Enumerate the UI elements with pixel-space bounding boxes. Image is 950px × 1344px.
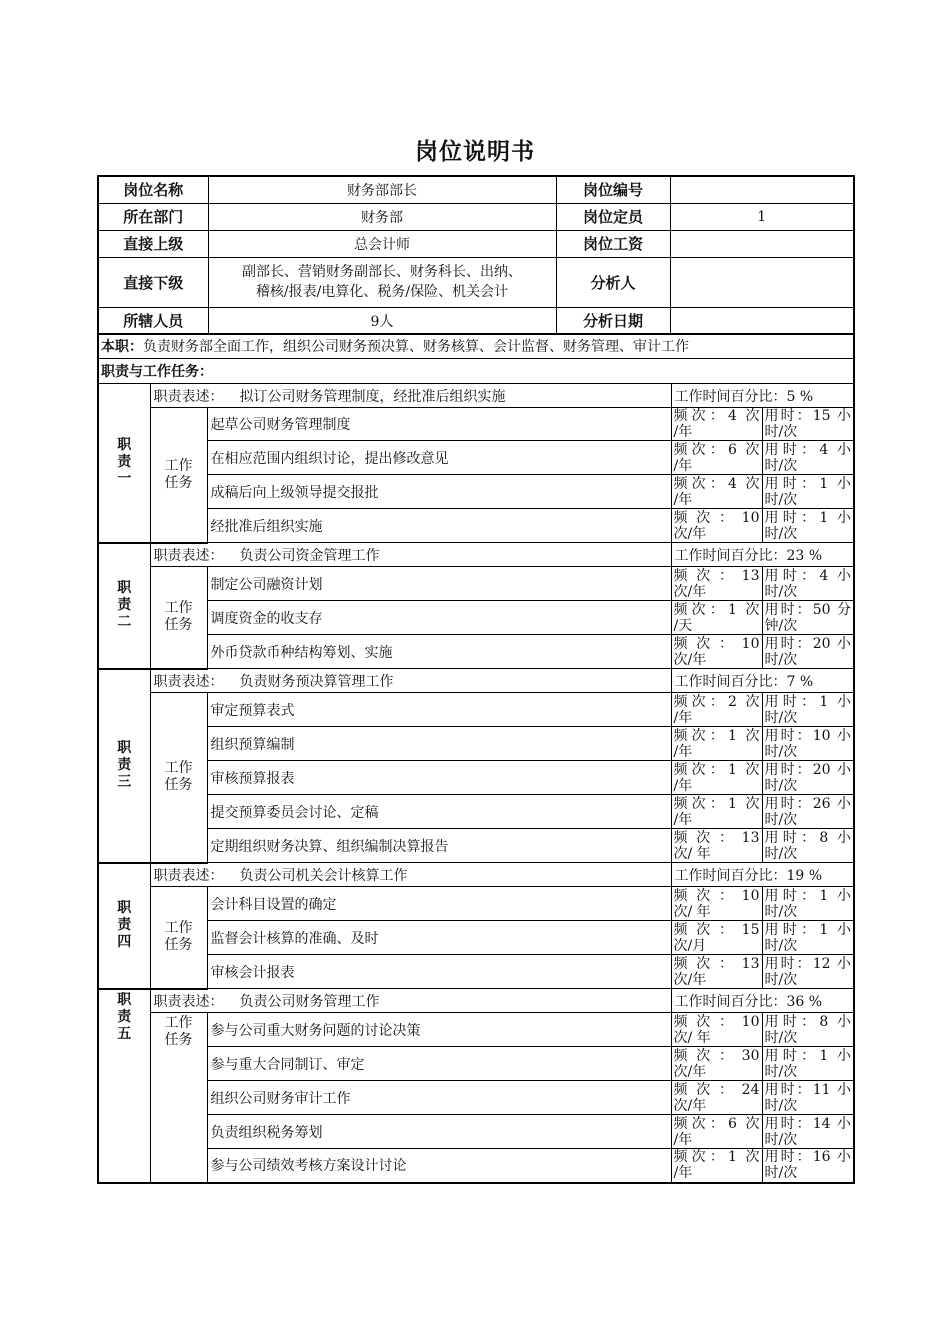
task-frequency-line2: /年 bbox=[673, 743, 693, 760]
duty-label-char: 责 bbox=[117, 757, 132, 773]
task-frequency bbox=[671, 1149, 762, 1183]
task-frequency-line2: 次/ 年 bbox=[673, 1029, 711, 1046]
task-duration-line2: 时/次 bbox=[764, 1097, 798, 1114]
task-text: 审定预算表式 bbox=[207, 693, 671, 727]
task-text: 负责组织税务筹划 bbox=[207, 1115, 671, 1149]
task-frequency bbox=[671, 635, 762, 669]
task-frequency bbox=[671, 1115, 762, 1149]
header-label: 分析日期 bbox=[556, 307, 670, 334]
duty-desc-text: 负责财务预决算管理工作 bbox=[239, 673, 394, 690]
duty-label-char: 责 bbox=[117, 597, 132, 613]
task-frequency-line2: /天 bbox=[673, 617, 693, 634]
task-row bbox=[98, 761, 854, 795]
duty-desc-row bbox=[98, 863, 854, 887]
task-frequency-line2: 次/月 bbox=[673, 937, 707, 954]
task-duration-line1: 用时：11 小 bbox=[764, 1081, 852, 1098]
header-label: 岗位定员 bbox=[556, 203, 670, 230]
task-row bbox=[98, 1115, 854, 1149]
work-task-line: 工作任务 bbox=[164, 457, 193, 491]
work-task-label bbox=[150, 1013, 207, 1183]
task-text: 审核预算报表 bbox=[207, 761, 671, 795]
task-frequency-line1: 频次：6 次 bbox=[673, 1115, 760, 1132]
duty-label-char: 责 bbox=[117, 1008, 132, 1025]
task-duration-line1: 用时：15 小 bbox=[764, 408, 852, 424]
work-task-line: 工作任务 bbox=[164, 1015, 193, 1048]
task-text: 经批准后组织实施 bbox=[207, 509, 671, 543]
task-duration bbox=[762, 921, 854, 955]
task-duration bbox=[762, 635, 854, 669]
task-text: 组织预算编制 bbox=[207, 727, 671, 761]
task-frequency bbox=[671, 1013, 762, 1047]
task-frequency bbox=[671, 408, 762, 441]
task-row bbox=[98, 408, 854, 441]
task-row bbox=[98, 727, 854, 761]
task-frequency bbox=[671, 475, 762, 509]
task-duration-line1: 用时：4 小 bbox=[764, 567, 852, 584]
duty-label-char: 五 bbox=[117, 1025, 132, 1042]
task-row bbox=[98, 635, 854, 669]
task-duration-line2: 时/次 bbox=[764, 1165, 798, 1182]
task-frequency bbox=[671, 887, 762, 921]
work-task-label bbox=[150, 693, 207, 863]
task-frequency-line2: /年 bbox=[673, 777, 693, 794]
task-frequency bbox=[671, 1047, 762, 1081]
work-task-label bbox=[150, 887, 207, 989]
task-duration-line2: 时/次 bbox=[764, 777, 798, 794]
work-task-label bbox=[150, 408, 207, 543]
task-row bbox=[98, 1081, 854, 1115]
header-label: 直接下级 bbox=[98, 257, 208, 307]
benzhi-cell bbox=[98, 334, 854, 359]
duty-label-char: 四 bbox=[117, 934, 132, 950]
task-duration-line2: 时/次 bbox=[764, 971, 798, 988]
header-label: 岗位名称 bbox=[98, 176, 208, 203]
task-duration-line1: 用时：4 小 bbox=[764, 441, 852, 458]
task-duration-line1: 用时：1 小 bbox=[764, 509, 852, 526]
task-duration-line1: 用时：1 小 bbox=[764, 887, 852, 904]
task-row bbox=[98, 921, 854, 955]
task-frequency-line1: 频 次 ： 10 bbox=[673, 887, 760, 904]
duty-desc-label: 职责表述： bbox=[153, 673, 224, 690]
task-duration-line1: 用时：1 小 bbox=[764, 693, 852, 710]
task-frequency bbox=[671, 727, 762, 761]
task-duration-line1: 用时：8 小 bbox=[764, 1013, 852, 1030]
task-duration-line2: 时/次 bbox=[764, 1063, 798, 1080]
duty-desc bbox=[150, 669, 671, 693]
task-duration bbox=[762, 727, 854, 761]
task-frequency-line2: 次/年 bbox=[673, 1063, 707, 1080]
task-duration bbox=[762, 475, 854, 509]
task-duration-line2: 时/次 bbox=[764, 811, 798, 828]
task-frequency-line1: 频 次 ： 13 bbox=[673, 829, 760, 846]
task-duration-line2: 时/次 bbox=[764, 1029, 798, 1046]
task-duration-line2: 时/次 bbox=[764, 743, 798, 760]
task-duration-line1: 用时：20 小 bbox=[764, 635, 852, 652]
task-frequency-line1: 频次：1 次 bbox=[673, 601, 760, 618]
task-frequency bbox=[671, 921, 762, 955]
task-text: 定期组织财务决算、组织编制决算报告 bbox=[207, 829, 671, 863]
task-frequency-line2: /年 bbox=[673, 1131, 693, 1148]
header-value bbox=[208, 257, 556, 307]
task-duration-line1: 用时：14 小 bbox=[764, 1115, 852, 1132]
task-frequency-line2: 次/ 年 bbox=[673, 845, 711, 862]
task-frequency-line2: 次/年 bbox=[673, 1097, 707, 1114]
task-frequency bbox=[671, 441, 762, 475]
duty-label-char: 二 bbox=[117, 614, 132, 630]
duty-label bbox=[98, 863, 150, 989]
header-label: 所辖人员 bbox=[98, 307, 208, 334]
task-text: 调度资金的收支存 bbox=[207, 601, 671, 635]
duty-percent: 工作时间百分比：7 % bbox=[671, 669, 854, 693]
task-text: 组织公司财务审计工作 bbox=[207, 1081, 671, 1115]
task-duration bbox=[762, 887, 854, 921]
task-duration-line2: 时/次 bbox=[764, 1131, 798, 1148]
task-duration bbox=[762, 829, 854, 863]
task-frequency-line2: /年 bbox=[673, 1165, 693, 1182]
task-text: 参与公司重大财务问题的讨论决策 bbox=[207, 1013, 671, 1047]
task-duration-line2: 时/次 bbox=[764, 709, 798, 726]
duty-desc-label: 职责表述： bbox=[153, 547, 224, 564]
task-frequency bbox=[671, 567, 762, 601]
task-duration-line1: 用时：1 小 bbox=[764, 475, 852, 492]
header-value-line: 稽核/报表/电算化、税务/保险、机关会计 bbox=[255, 284, 509, 300]
header-row bbox=[98, 203, 854, 230]
duty-label-char: 责 bbox=[117, 454, 132, 471]
task-duration-line1: 用时：12 小 bbox=[764, 955, 852, 972]
task-text: 外币贷款币种结构筹划、实施 bbox=[207, 635, 671, 669]
header-value bbox=[670, 257, 854, 307]
duty-desc-row bbox=[98, 543, 854, 567]
task-duration bbox=[762, 601, 854, 635]
task-duration-line2: 时/次 bbox=[764, 525, 798, 542]
task-frequency bbox=[671, 693, 762, 727]
task-duration bbox=[762, 1081, 854, 1115]
header-value: 财务部 bbox=[208, 203, 556, 230]
task-text: 成稿后向上级领导提交报批 bbox=[207, 475, 671, 509]
task-text: 制定公司融资计划 bbox=[207, 567, 671, 601]
header-value: 1 bbox=[670, 203, 854, 230]
duty-label-char: 职 bbox=[117, 580, 132, 596]
header-label: 岗位工资 bbox=[556, 230, 670, 257]
task-frequency-line2: /年 bbox=[673, 709, 693, 726]
header-row bbox=[98, 176, 854, 203]
task-duration-line2: 时/次 bbox=[764, 845, 798, 862]
duty-label bbox=[98, 989, 150, 1183]
task-duration bbox=[762, 1149, 854, 1183]
task-frequency bbox=[671, 955, 762, 989]
task-frequency-line1: 频 次 ： 10 bbox=[673, 635, 760, 652]
task-frequency-line1: 频次：4 次 bbox=[673, 475, 760, 492]
task-row bbox=[98, 1013, 854, 1047]
task-frequency-line2: /年 bbox=[673, 811, 693, 828]
task-text: 审核会计报表 bbox=[207, 955, 671, 989]
duty-label-char: 职 bbox=[117, 437, 132, 454]
duty-label bbox=[98, 543, 150, 669]
duty-label-char: 三 bbox=[117, 774, 132, 790]
task-duration-line2: 时/次 bbox=[764, 457, 798, 474]
task-frequency bbox=[671, 509, 762, 543]
task-frequency-line1: 频次：1 次 bbox=[673, 795, 760, 812]
task-text: 参与重大合同制订、审定 bbox=[207, 1047, 671, 1081]
task-frequency-line2: 次/年 bbox=[673, 971, 707, 988]
duty-label-char: 责 bbox=[117, 917, 132, 933]
header-label: 岗位编号 bbox=[556, 176, 670, 203]
task-duration-line2: 钟/次 bbox=[764, 617, 798, 634]
duty-desc-row bbox=[98, 989, 854, 1013]
header-row bbox=[98, 307, 854, 334]
duty-desc-label: 职责表述： bbox=[153, 867, 224, 884]
task-frequency-line1: 频次：6 次 bbox=[673, 441, 760, 458]
task-duration-line2: 时/次 bbox=[764, 651, 798, 668]
task-duration bbox=[762, 1047, 854, 1081]
duty-label-char: 一 bbox=[117, 471, 132, 488]
task-frequency-line1: 频次：1 次 bbox=[673, 727, 760, 744]
task-row bbox=[98, 829, 854, 863]
header-row bbox=[98, 257, 854, 307]
task-duration bbox=[762, 795, 854, 829]
duties-heading: 职责与工作任务： bbox=[98, 359, 854, 384]
task-duration-line2: 时/次 bbox=[764, 491, 798, 508]
task-duration-line2: 时/次 bbox=[764, 937, 798, 954]
task-frequency-line1: 频次：2 次 bbox=[673, 693, 760, 710]
duty-desc-label: 职责表述： bbox=[153, 388, 224, 405]
task-frequency-line1: 频 次 ： 10 bbox=[673, 1013, 760, 1030]
header-value: 总会计师 bbox=[208, 230, 556, 257]
task-frequency-line1: 频 次 ： 13 bbox=[673, 567, 760, 584]
task-duration-line1: 用时：8 小 bbox=[764, 829, 852, 846]
duty-percent: 工作时间百分比：23 % bbox=[671, 543, 854, 567]
page-title: 岗位说明书 bbox=[415, 139, 535, 165]
duties-heading-row bbox=[98, 359, 854, 384]
task-row bbox=[98, 887, 854, 921]
task-duration bbox=[762, 408, 854, 441]
benzhi-label: 本职： bbox=[101, 339, 143, 355]
task-duration-line2: 时/次 bbox=[764, 903, 798, 920]
duty-label-char: 职 bbox=[117, 991, 132, 1008]
duty-desc-text: 拟订公司财务管理制度，经批准后组织实施 bbox=[239, 388, 506, 405]
header-table bbox=[97, 175, 855, 335]
header-value-line: 副部长、营销财务副部长、财务科长、出纳、 bbox=[242, 264, 522, 280]
duties-table bbox=[97, 333, 855, 1184]
task-frequency-line1: 频 次 ： 10 bbox=[673, 509, 760, 526]
task-frequency-line2: 次/ 年 bbox=[673, 903, 711, 920]
task-frequency-line1: 频 次 ： 13 bbox=[673, 955, 760, 972]
header-value: 9人 bbox=[208, 307, 556, 334]
header-label: 直接上级 bbox=[98, 230, 208, 257]
task-row bbox=[98, 795, 854, 829]
task-duration bbox=[762, 761, 854, 795]
duty-label-char: 职 bbox=[117, 900, 132, 916]
task-frequency bbox=[671, 761, 762, 795]
duty-percent: 工作时间百分比：19 % bbox=[671, 863, 854, 887]
task-row bbox=[98, 1149, 854, 1183]
header-value bbox=[670, 307, 854, 334]
task-row bbox=[98, 441, 854, 475]
task-frequency-line1: 频 次 ： 24 bbox=[673, 1081, 760, 1098]
work-task-line: 工作任务 bbox=[164, 760, 193, 794]
work-task-line: 工作任务 bbox=[164, 920, 193, 954]
duty-label-char: 职 bbox=[117, 740, 132, 756]
duty-desc-label: 职责表述： bbox=[153, 993, 224, 1010]
task-duration bbox=[762, 1013, 854, 1047]
duty-label bbox=[98, 669, 150, 863]
task-frequency-line1: 频次：4 次 bbox=[673, 408, 760, 424]
benzhi-text: 负责财务部全面工作，组织公司财务预决算、财务核算、会计监督、财务管理、审计工作 bbox=[143, 339, 689, 355]
task-text: 提交预算委员会讨论、定稿 bbox=[207, 795, 671, 829]
task-frequency-line1: 频次：1 次 bbox=[673, 761, 760, 778]
task-frequency-line2: 次/年 bbox=[673, 651, 707, 668]
task-duration-line1: 用时：1 小 bbox=[764, 1047, 852, 1064]
duty-label bbox=[98, 384, 150, 543]
task-duration-line2: 时/次 bbox=[764, 424, 798, 440]
duty-desc-text: 负责公司机关会计核算工作 bbox=[239, 867, 408, 884]
task-frequency-line2: /年 bbox=[673, 457, 693, 474]
task-frequency bbox=[671, 795, 762, 829]
task-duration bbox=[762, 441, 854, 475]
task-frequency-line2: /年 bbox=[673, 491, 693, 508]
task-duration bbox=[762, 693, 854, 727]
header-value: 财务部部长 bbox=[208, 176, 556, 203]
duty-percent: 工作时间百分比：36 % bbox=[671, 989, 854, 1013]
task-duration-line1: 用时：50 分 bbox=[764, 601, 852, 618]
task-text: 监督会计核算的准确、及时 bbox=[207, 921, 671, 955]
task-row bbox=[98, 509, 854, 543]
task-frequency-line1: 频次：1 次 bbox=[673, 1149, 760, 1166]
task-frequency-line2: 次/年 bbox=[673, 525, 707, 542]
header-label: 分析人 bbox=[556, 257, 670, 307]
duty-desc-text: 负责公司资金管理工作 bbox=[239, 547, 380, 564]
task-row bbox=[98, 955, 854, 989]
task-duration-line1: 用时：10 小 bbox=[764, 727, 852, 744]
task-duration-line1: 用时：1 小 bbox=[764, 921, 852, 938]
header-value bbox=[670, 176, 854, 203]
duty-desc bbox=[150, 863, 671, 887]
task-text: 参与公司绩效考核方案设计讨论 bbox=[207, 1149, 671, 1183]
duty-desc-text: 负责公司财务管理工作 bbox=[239, 993, 380, 1010]
task-duration bbox=[762, 1115, 854, 1149]
work-task-line: 工作任务 bbox=[164, 600, 193, 634]
task-row bbox=[98, 601, 854, 635]
task-frequency-line2: 次/年 bbox=[673, 583, 707, 600]
task-frequency-line1: 频 次 ： 15 bbox=[673, 921, 760, 938]
task-duration bbox=[762, 509, 854, 543]
task-frequency-line2: /年 bbox=[673, 424, 693, 440]
duty-desc-row bbox=[98, 384, 854, 408]
task-frequency-line1: 频 次 ： 30 bbox=[673, 1047, 760, 1064]
duty-desc bbox=[150, 543, 671, 567]
task-text: 会计科目设置的确定 bbox=[207, 887, 671, 921]
task-row bbox=[98, 475, 854, 509]
task-duration-line1: 用时：26 小 bbox=[764, 795, 852, 812]
benzhi-row bbox=[98, 334, 854, 359]
header-row bbox=[98, 230, 854, 257]
duty-desc bbox=[150, 989, 671, 1013]
work-task-label bbox=[150, 567, 207, 669]
task-frequency bbox=[671, 1081, 762, 1115]
task-duration-line2: 时/次 bbox=[764, 583, 798, 600]
duty-percent: 工作时间百分比：5 % bbox=[671, 384, 854, 408]
task-row bbox=[98, 693, 854, 727]
task-row bbox=[98, 567, 854, 601]
task-duration bbox=[762, 567, 854, 601]
task-row bbox=[98, 1047, 854, 1081]
task-frequency bbox=[671, 601, 762, 635]
task-duration-line1: 用时：16 小 bbox=[764, 1149, 852, 1166]
task-text: 起草公司财务管理制度 bbox=[207, 408, 671, 441]
task-duration-line1: 用时：20 小 bbox=[764, 761, 852, 778]
task-text: 在相应范围内组织讨论，提出修改意见 bbox=[207, 441, 671, 475]
duty-desc bbox=[150, 384, 671, 408]
header-value bbox=[670, 230, 854, 257]
task-frequency bbox=[671, 829, 762, 863]
duty-desc-row bbox=[98, 669, 854, 693]
task-duration bbox=[762, 955, 854, 989]
header-label: 所在部门 bbox=[98, 203, 208, 230]
